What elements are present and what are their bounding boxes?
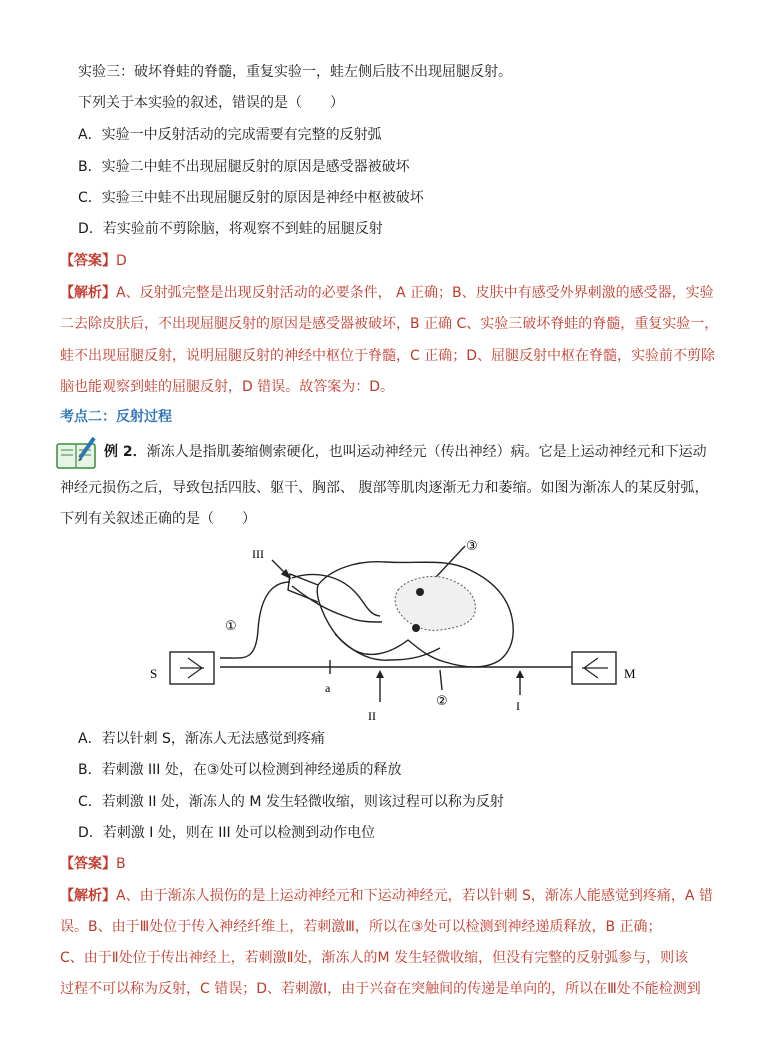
answer-value: B (116, 856, 126, 872)
label-III: III (252, 547, 264, 561)
q2-stem-line-3: 下列有关叙述正确的是（ ） (60, 511, 256, 527)
label-I: I (516, 699, 520, 713)
q1-option-d: D．若实验前不剪除脑，将观察不到蛙的屈腿反射 (78, 221, 383, 237)
reflex-arc-diagram (140, 530, 640, 725)
label-circle-2: ② (436, 694, 448, 709)
label-circle-1: ① (225, 619, 237, 634)
label-M: M (624, 666, 636, 681)
q2-analysis-line-2: 误。B、由于Ⅲ处位于传入神经纤维上，若刺激Ⅲ，所以在③处可以检测到神经递质释放，B 正确； (60, 919, 662, 935)
experiment-3-text: 实验三：破坏脊蛙的脊髓，重复实验一，蛙左侧后肢不出现屈腿反射。 (78, 64, 512, 80)
q2-option-b: B．若刺激 III 处，在③处可以检测到神经递质的释放 (78, 762, 402, 778)
q2-option-a: A．若以针刺 S，渐冻人无法感觉到疼痛 (78, 731, 325, 747)
q1-option-b: B．实验二中蛙不出现屈腿反射的原因是感受器被破坏 (78, 159, 410, 175)
question-1-stem: 下列关于本实验的叙述，错误的是（ ） (78, 95, 344, 111)
q1-option-c: C．实验三中蛙不出现屈腿反射的原因是神经中枢被破坏 (78, 190, 424, 206)
label-a: a (325, 681, 331, 695)
label-II: II (368, 709, 376, 723)
q2-analysis-line-3: C、由于Ⅱ处位于传出神经上，若刺激Ⅱ处，渐冻人的M 发生轻微收缩，但没有完整的反射弧参与，则该 (60, 950, 689, 966)
answer-value: D (116, 253, 127, 269)
analysis-tag: 【解析】 (60, 888, 116, 904)
q1-analysis-line-1: 【解析】A、反射弧完整是出现反射活动的必要条件， A 正确；B、皮肤中有感受外界刺激的感受器，实验 (60, 285, 714, 301)
section-heading: 考点二：反射过程 (60, 409, 172, 425)
q1-analysis-line-3: 蛙不出现屈腿反射，说明屈腿反射的神经中枢位于脊髓，C 正确；D、屈腿反射中枢在脊髓，实验前不剪除 (60, 348, 716, 364)
example-label: 例 2． (104, 444, 147, 460)
q2-option-c: C．若刺激 II 处，渐冻人的 M 发生轻微收缩，则该过程可以称为反射 (78, 794, 504, 810)
q2-analysis-line-1: 【解析】A、由于渐冻人损伤的是上运动神经元和下运动神经元，若以针刺 S，渐冻人能感觉到疼痛，A 错 (60, 888, 713, 904)
q1-analysis-line-4: 脑也能观察到蛙的屈腿反射，D 错误。故答案为：D。 (60, 379, 395, 395)
label-S: S (150, 666, 158, 681)
q1-answer (60, 251, 127, 271)
book-pencil-icon (56, 436, 98, 470)
q2-stem-line-2: 神经元损伤之后，导致包括四肢、躯干、胸部、 腹部等肌肉逐渐无力和萎缩。如图为渐冻人的某反射弧， (60, 480, 709, 496)
answer-tag: 【答案】 (60, 856, 116, 872)
q2-answer (60, 854, 126, 874)
q1-analysis-line-2: 二去除皮肤后，不出现屈腿反射的原因是感受器被破坏，B 正确 C、实验三破坏脊蛙的脊髓，重复实验一， (60, 316, 719, 332)
analysis-tag: 【解析】 (60, 285, 116, 301)
answer-tag: 【答案】 (60, 253, 116, 269)
q2-stem-line-1: 例 2．渐冻人是指肌萎缩侧索硬化，也叫运动神经元（传出神经）病。它是上运动神经元和下运动 (104, 444, 707, 460)
q2-analysis-line-4: 过程不可以称为反射，C 错误；D、若刺激Ⅰ，由于兴奋在突触间的传递是单向的，所以在Ⅲ处不能检测到 (60, 981, 701, 997)
q1-option-a: A．实验一中反射活动的完成需要有完整的反射弧 (78, 127, 382, 143)
q2-option-d: D．若刺激 I 处，则在 III 处可以检测到动作电位 (78, 825, 376, 841)
label-circle-3: ③ (466, 539, 478, 554)
